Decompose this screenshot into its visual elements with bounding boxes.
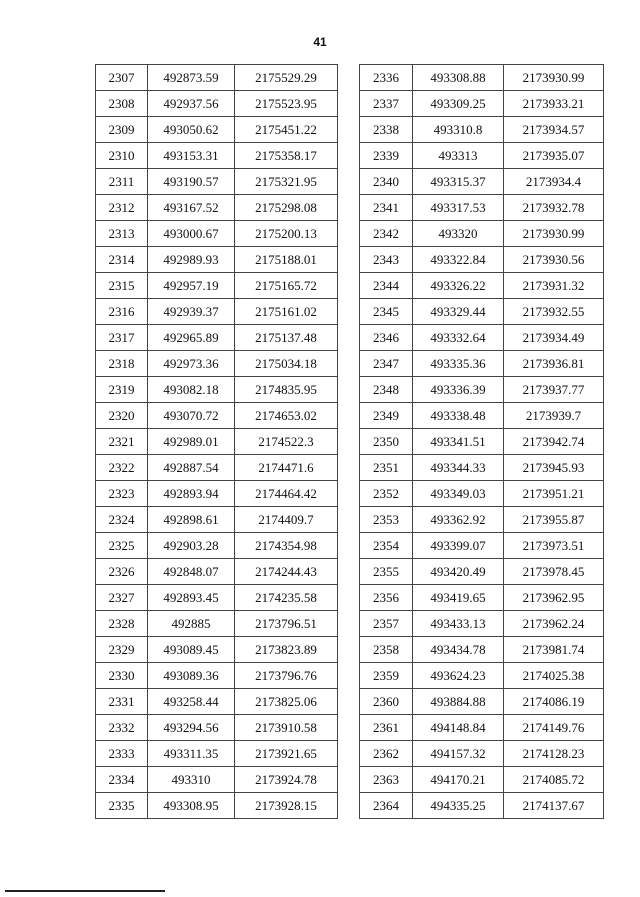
point-number-cell: 2337 xyxy=(360,91,413,117)
y-coordinate-cell: 2173934.57 xyxy=(504,117,604,143)
y-coordinate-cell: 2174835.95 xyxy=(235,377,338,403)
y-coordinate-cell: 2173945.93 xyxy=(504,455,604,481)
point-number-cell: 2312 xyxy=(96,195,148,221)
x-coordinate-cell: 492893.94 xyxy=(148,481,235,507)
y-coordinate-cell: 2173939.7 xyxy=(504,403,604,429)
point-number-cell: 2357 xyxy=(360,611,413,637)
point-number-cell: 2349 xyxy=(360,403,413,429)
table-row xyxy=(360,325,604,351)
y-coordinate-cell: 2173933.21 xyxy=(504,91,604,117)
y-coordinate-cell: 2173825.06 xyxy=(235,689,338,715)
table-row xyxy=(96,65,338,91)
x-coordinate-cell: 493315.37 xyxy=(413,169,504,195)
y-coordinate-cell: 2173932.55 xyxy=(504,299,604,325)
y-coordinate-cell: 2173930.99 xyxy=(504,65,604,91)
x-coordinate-cell: 494148.84 xyxy=(413,715,504,741)
table-row xyxy=(360,299,604,325)
y-coordinate-cell: 2174128.23 xyxy=(504,741,604,767)
y-coordinate-cell: 2174244.43 xyxy=(235,559,338,585)
x-coordinate-cell: 492893.45 xyxy=(148,585,235,611)
x-coordinate-cell: 493332.64 xyxy=(413,325,504,351)
x-coordinate-cell: 493050.62 xyxy=(148,117,235,143)
y-coordinate-cell: 2174086.19 xyxy=(504,689,604,715)
y-coordinate-cell: 2174409.7 xyxy=(235,507,338,533)
table-row xyxy=(96,273,338,299)
x-coordinate-cell: 493317.53 xyxy=(413,195,504,221)
y-coordinate-cell: 2174653.02 xyxy=(235,403,338,429)
y-coordinate-cell: 2173962.24 xyxy=(504,611,604,637)
table-row xyxy=(96,221,338,247)
table-row xyxy=(360,793,604,819)
table-row xyxy=(96,377,338,403)
table-row xyxy=(96,143,338,169)
table-row xyxy=(360,377,604,403)
point-number-cell: 2359 xyxy=(360,663,413,689)
table-row xyxy=(360,247,604,273)
table-row xyxy=(96,455,338,481)
y-coordinate-cell: 2174235.58 xyxy=(235,585,338,611)
point-number-cell: 2331 xyxy=(96,689,148,715)
y-coordinate-cell: 2173935.07 xyxy=(504,143,604,169)
y-coordinate-cell: 2175321.95 xyxy=(235,169,338,195)
x-coordinate-cell: 493313 xyxy=(413,143,504,169)
point-number-cell: 2316 xyxy=(96,299,148,325)
x-coordinate-cell: 493433.13 xyxy=(413,611,504,637)
point-number-cell: 2321 xyxy=(96,429,148,455)
x-coordinate-cell: 492939.37 xyxy=(148,299,235,325)
x-coordinate-cell: 492989.01 xyxy=(148,429,235,455)
table-row xyxy=(360,767,604,793)
x-coordinate-cell: 493000.67 xyxy=(148,221,235,247)
y-coordinate-cell: 2174522.3 xyxy=(235,429,338,455)
point-number-cell: 2360 xyxy=(360,689,413,715)
table-row xyxy=(96,559,338,585)
table-row xyxy=(96,117,338,143)
point-number-cell: 2324 xyxy=(96,507,148,533)
table-row xyxy=(96,195,338,221)
table-row xyxy=(360,741,604,767)
table-row xyxy=(96,299,338,325)
y-coordinate-cell: 2173930.56 xyxy=(504,247,604,273)
y-coordinate-cell: 2173932.78 xyxy=(504,195,604,221)
x-coordinate-cell: 493082.18 xyxy=(148,377,235,403)
table-row xyxy=(96,715,338,741)
x-coordinate-cell: 493294.56 xyxy=(148,715,235,741)
y-coordinate-cell: 2173973.51 xyxy=(504,533,604,559)
x-coordinate-cell: 493311.35 xyxy=(148,741,235,767)
y-coordinate-cell: 2173921.65 xyxy=(235,741,338,767)
x-coordinate-cell: 493624.23 xyxy=(413,663,504,689)
point-number-cell: 2319 xyxy=(96,377,148,403)
x-coordinate-cell: 492903.28 xyxy=(148,533,235,559)
table-row xyxy=(360,585,604,611)
point-number-cell: 2345 xyxy=(360,299,413,325)
x-coordinate-cell: 493335.36 xyxy=(413,351,504,377)
table-row xyxy=(96,91,338,117)
y-coordinate-cell: 2175137.48 xyxy=(235,325,338,351)
point-number-cell: 2338 xyxy=(360,117,413,143)
table-row xyxy=(96,767,338,793)
table-row xyxy=(96,325,338,351)
point-number-cell: 2361 xyxy=(360,715,413,741)
table-row xyxy=(360,117,604,143)
point-number-cell: 2323 xyxy=(96,481,148,507)
y-coordinate-cell: 2173937.77 xyxy=(504,377,604,403)
coordinates-table-right xyxy=(359,64,604,819)
point-number-cell: 2311 xyxy=(96,169,148,195)
y-coordinate-cell: 2173823.89 xyxy=(235,637,338,663)
point-number-cell: 2314 xyxy=(96,247,148,273)
x-coordinate-cell: 492973.36 xyxy=(148,351,235,377)
table-row xyxy=(96,169,338,195)
point-number-cell: 2322 xyxy=(96,455,148,481)
table-row xyxy=(96,741,338,767)
x-coordinate-cell: 492885 xyxy=(148,611,235,637)
y-coordinate-cell: 2175165.72 xyxy=(235,273,338,299)
x-coordinate-cell: 493326.22 xyxy=(413,273,504,299)
table-row xyxy=(360,559,604,585)
y-coordinate-cell: 2173962.95 xyxy=(504,585,604,611)
point-number-cell: 2315 xyxy=(96,273,148,299)
point-number-cell: 2330 xyxy=(96,663,148,689)
point-number-cell: 2328 xyxy=(96,611,148,637)
x-coordinate-cell: 493349.03 xyxy=(413,481,504,507)
point-number-cell: 2313 xyxy=(96,221,148,247)
x-coordinate-cell: 492937.56 xyxy=(148,91,235,117)
y-coordinate-cell: 2173936.81 xyxy=(504,351,604,377)
point-number-cell: 2351 xyxy=(360,455,413,481)
x-coordinate-cell: 493308.88 xyxy=(413,65,504,91)
table-row xyxy=(360,455,604,481)
point-number-cell: 2352 xyxy=(360,481,413,507)
x-coordinate-cell: 493190.57 xyxy=(148,169,235,195)
x-coordinate-cell: 492873.59 xyxy=(148,65,235,91)
point-number-cell: 2347 xyxy=(360,351,413,377)
x-coordinate-cell: 494157.32 xyxy=(413,741,504,767)
page-number: 41 xyxy=(313,35,327,49)
y-coordinate-cell: 2174354.98 xyxy=(235,533,338,559)
table-row xyxy=(96,611,338,637)
table-row xyxy=(360,91,604,117)
table-row xyxy=(360,351,604,377)
x-coordinate-cell: 494335.25 xyxy=(413,793,504,819)
point-number-cell: 2335 xyxy=(96,793,148,819)
y-coordinate-cell: 2174464.42 xyxy=(235,481,338,507)
point-number-cell: 2332 xyxy=(96,715,148,741)
x-coordinate-cell: 493329.44 xyxy=(413,299,504,325)
y-coordinate-cell: 2174471.6 xyxy=(235,455,338,481)
table-row xyxy=(96,481,338,507)
point-number-cell: 2336 xyxy=(360,65,413,91)
table-row xyxy=(360,169,604,195)
point-number-cell: 2307 xyxy=(96,65,148,91)
x-coordinate-cell: 493399.07 xyxy=(413,533,504,559)
x-coordinate-cell: 493070.72 xyxy=(148,403,235,429)
x-coordinate-cell: 492965.89 xyxy=(148,325,235,351)
x-coordinate-cell: 494170.21 xyxy=(413,767,504,793)
table-row xyxy=(360,65,604,91)
table-row xyxy=(360,429,604,455)
x-coordinate-cell: 493309.25 xyxy=(413,91,504,117)
point-number-cell: 2342 xyxy=(360,221,413,247)
y-coordinate-cell: 2173910.58 xyxy=(235,715,338,741)
y-coordinate-cell: 2174149.76 xyxy=(504,715,604,741)
table-row xyxy=(96,689,338,715)
point-number-cell: 2320 xyxy=(96,403,148,429)
point-number-cell: 2339 xyxy=(360,143,413,169)
table-row xyxy=(360,221,604,247)
table-row xyxy=(360,481,604,507)
x-coordinate-cell: 493344.33 xyxy=(413,455,504,481)
table-row xyxy=(96,507,338,533)
point-number-cell: 2317 xyxy=(96,325,148,351)
point-number-cell: 2356 xyxy=(360,585,413,611)
point-number-cell: 2355 xyxy=(360,559,413,585)
point-number-cell: 2364 xyxy=(360,793,413,819)
x-coordinate-cell: 493308.95 xyxy=(148,793,235,819)
point-number-cell: 2309 xyxy=(96,117,148,143)
x-coordinate-cell: 493419.65 xyxy=(413,585,504,611)
y-coordinate-cell: 2173796.76 xyxy=(235,663,338,689)
point-number-cell: 2325 xyxy=(96,533,148,559)
x-coordinate-cell: 493310.8 xyxy=(413,117,504,143)
y-coordinate-cell: 2175523.95 xyxy=(235,91,338,117)
y-coordinate-cell: 2175298.08 xyxy=(235,195,338,221)
x-coordinate-cell: 492887.54 xyxy=(148,455,235,481)
table-row xyxy=(96,533,338,559)
y-coordinate-cell: 2173796.51 xyxy=(235,611,338,637)
x-coordinate-cell: 492898.61 xyxy=(148,507,235,533)
point-number-cell: 2327 xyxy=(96,585,148,611)
y-coordinate-cell: 2173924.78 xyxy=(235,767,338,793)
point-number-cell: 2363 xyxy=(360,767,413,793)
y-coordinate-cell: 2173955.87 xyxy=(504,507,604,533)
footnote-separator xyxy=(5,890,165,892)
table-row xyxy=(96,637,338,663)
point-number-cell: 2343 xyxy=(360,247,413,273)
y-coordinate-cell: 2174025.38 xyxy=(504,663,604,689)
point-number-cell: 2362 xyxy=(360,741,413,767)
point-number-cell: 2334 xyxy=(96,767,148,793)
x-coordinate-cell: 493320 xyxy=(413,221,504,247)
x-coordinate-cell: 493167.52 xyxy=(148,195,235,221)
table-row xyxy=(360,533,604,559)
table-row xyxy=(360,715,604,741)
table-row xyxy=(96,793,338,819)
point-number-cell: 2318 xyxy=(96,351,148,377)
point-number-cell: 2346 xyxy=(360,325,413,351)
x-coordinate-cell: 493336.39 xyxy=(413,377,504,403)
table-row xyxy=(96,429,338,455)
point-number-cell: 2348 xyxy=(360,377,413,403)
y-coordinate-cell: 2173931.32 xyxy=(504,273,604,299)
point-number-cell: 2358 xyxy=(360,637,413,663)
table-row xyxy=(96,247,338,273)
table-row xyxy=(96,403,338,429)
table-row xyxy=(360,143,604,169)
x-coordinate-cell: 493153.31 xyxy=(148,143,235,169)
point-number-cell: 2333 xyxy=(96,741,148,767)
x-coordinate-cell: 493322.84 xyxy=(413,247,504,273)
y-coordinate-cell: 2174085.72 xyxy=(504,767,604,793)
x-coordinate-cell: 493310 xyxy=(148,767,235,793)
y-coordinate-cell: 2174137.67 xyxy=(504,793,604,819)
x-coordinate-cell: 493884.88 xyxy=(413,689,504,715)
point-number-cell: 2326 xyxy=(96,559,148,585)
table-row xyxy=(360,507,604,533)
point-number-cell: 2329 xyxy=(96,637,148,663)
point-number-cell: 2308 xyxy=(96,91,148,117)
table-row xyxy=(360,273,604,299)
y-coordinate-cell: 2175161.02 xyxy=(235,299,338,325)
y-coordinate-cell: 2173981.74 xyxy=(504,637,604,663)
point-number-cell: 2350 xyxy=(360,429,413,455)
y-coordinate-cell: 2175200.13 xyxy=(235,221,338,247)
y-coordinate-cell: 2173928.15 xyxy=(235,793,338,819)
y-coordinate-cell: 2175358.17 xyxy=(235,143,338,169)
x-coordinate-cell: 492848.07 xyxy=(148,559,235,585)
table-row xyxy=(360,689,604,715)
point-number-cell: 2344 xyxy=(360,273,413,299)
point-number-cell: 2340 xyxy=(360,169,413,195)
y-coordinate-cell: 2175034.18 xyxy=(235,351,338,377)
table-row xyxy=(96,351,338,377)
x-coordinate-cell: 492957.19 xyxy=(148,273,235,299)
table-row xyxy=(360,195,604,221)
y-coordinate-cell: 2173930.99 xyxy=(504,221,604,247)
point-number-cell: 2341 xyxy=(360,195,413,221)
x-coordinate-cell: 492989.93 xyxy=(148,247,235,273)
x-coordinate-cell: 493089.36 xyxy=(148,663,235,689)
coordinates-table-left xyxy=(95,64,338,819)
point-number-cell: 2353 xyxy=(360,507,413,533)
x-coordinate-cell: 493420.49 xyxy=(413,559,504,585)
x-coordinate-cell: 493434.78 xyxy=(413,637,504,663)
x-coordinate-cell: 493338.48 xyxy=(413,403,504,429)
x-coordinate-cell: 493089.45 xyxy=(148,637,235,663)
y-coordinate-cell: 2173978.45 xyxy=(504,559,604,585)
x-coordinate-cell: 493258.44 xyxy=(148,689,235,715)
y-coordinate-cell: 2175529.29 xyxy=(235,65,338,91)
x-coordinate-cell: 493341.51 xyxy=(413,429,504,455)
table-row xyxy=(96,585,338,611)
y-coordinate-cell: 2173951.21 xyxy=(504,481,604,507)
table-row xyxy=(360,611,604,637)
table-row xyxy=(360,663,604,689)
y-coordinate-cell: 2173942.74 xyxy=(504,429,604,455)
y-coordinate-cell: 2175188.01 xyxy=(235,247,338,273)
y-coordinate-cell: 2173934.49 xyxy=(504,325,604,351)
point-number-cell: 2310 xyxy=(96,143,148,169)
table-row xyxy=(96,663,338,689)
x-coordinate-cell: 493362.92 xyxy=(413,507,504,533)
point-number-cell: 2354 xyxy=(360,533,413,559)
y-coordinate-cell: 2175451.22 xyxy=(235,117,338,143)
table-row xyxy=(360,637,604,663)
y-coordinate-cell: 2173934.4 xyxy=(504,169,604,195)
table-row xyxy=(360,403,604,429)
